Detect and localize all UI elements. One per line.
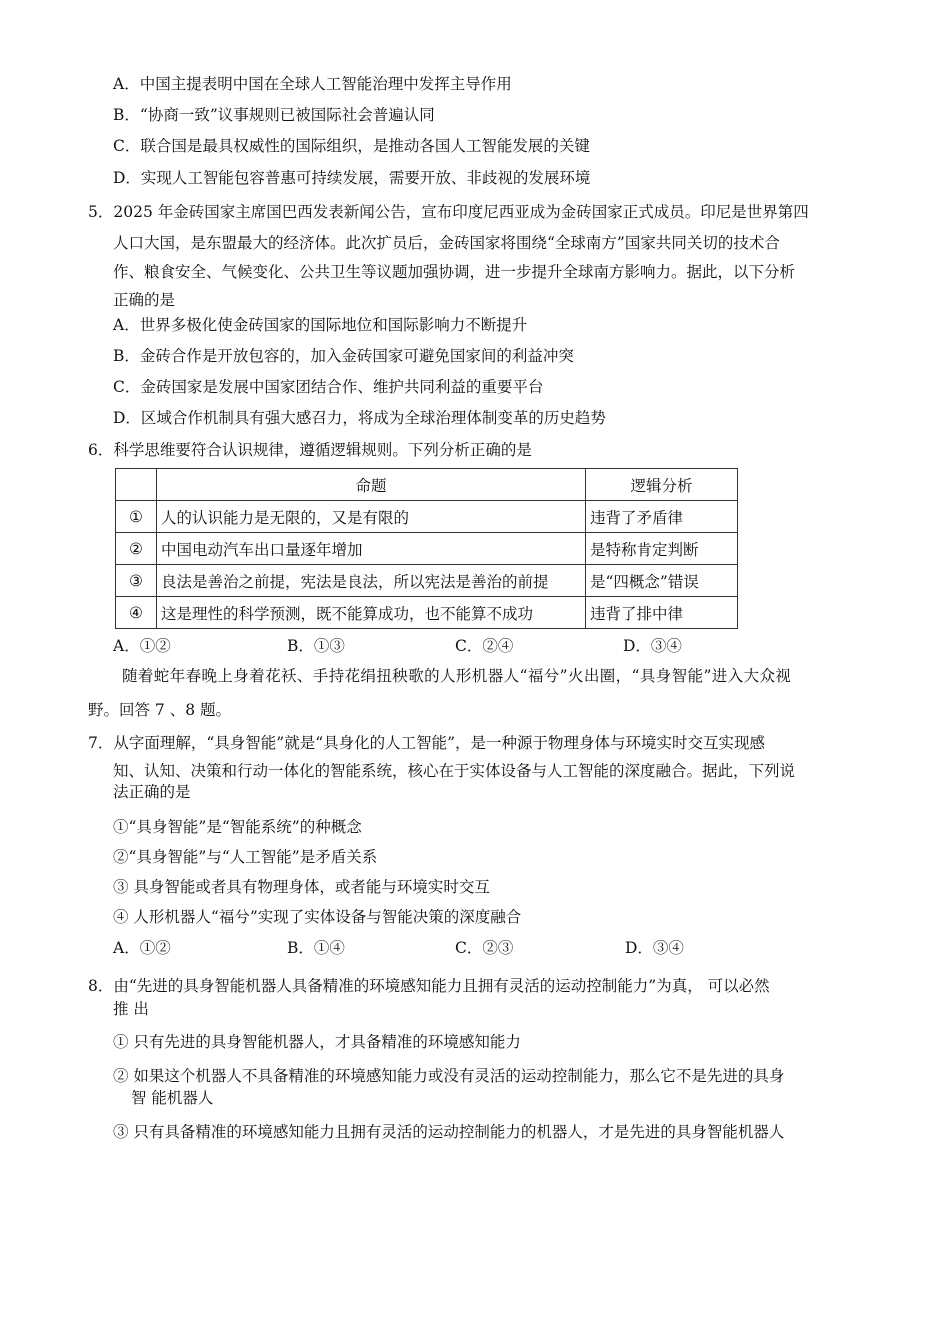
q7-choice-c: C．②③ <box>455 939 514 957</box>
q7-item-3: ③ 具身智能或者具有物理身体，或者能与环境实时交互 <box>113 878 490 896</box>
table-cell-proposition: 良法是善治之前提，宪法是良法，所以宪法是善治的前提 <box>157 565 586 597</box>
q8-item-2-continued: 智 能机器人 <box>131 1089 214 1107</box>
table-header-proposition: 命题 <box>157 469 586 501</box>
table-cell-proposition: 这是理性的科学预测，既不能算成功，也不能算不成功 <box>157 597 586 629</box>
table-header-analysis: 逻辑分析 <box>586 469 738 501</box>
table-header-row <box>116 469 738 501</box>
table-cell-analysis: 违背了排中律 <box>586 597 738 629</box>
q5-option-a: A．世界多极化使金砖国家的国际地位和国际影响力不断提升 <box>113 316 528 334</box>
q6-choice-a: A．①② <box>113 637 171 655</box>
q7-choice-a: A．①② <box>113 939 171 957</box>
q6-choice-d: D．③④ <box>623 637 682 655</box>
q7-stem-line-2: 知、认知、决策和行动一体化的智能系统，核心在于实体设备与人工智能的深度融合。据此，下列说 <box>113 762 796 780</box>
q6-choice-b: B．①③ <box>287 637 345 655</box>
q7-stem-line-1: 7．从字面理解，“具身智能”就是“具身化的人工智能”，是一种源于物理身体与环境实时交互实现感 <box>88 734 766 752</box>
q5-stem-line-2: 人口大国，是东盟最大的经济体。此次扩员后，金砖国家将围绕“全球南方”国家共同关切的技术合 <box>113 234 780 252</box>
table-row <box>116 533 738 565</box>
q8-item-2: ② 如果这个机器人不具备精准的环境感知能力或没有灵活的运动控制能力，那么它不是先进的具身 <box>113 1067 785 1085</box>
q5-stem-line-1: 5．2025 年金砖国家主席国巴西发表新闻公告，宣布印度尼西亚成为金砖国家正式成员。印尼是世界第四 <box>88 203 809 221</box>
q6-stem: 6．科学思维要符合认识规律，遵循逻辑规则。下列分析正确的是 <box>88 441 532 459</box>
table-cell-index: ① <box>116 501 157 533</box>
intro-line-2: 野。回答 7 、8 题。 <box>88 701 232 719</box>
q4-option-c: C．联合国是最具权威性的国际组织，是推动各国人工智能发展的关键 <box>113 137 590 155</box>
table-row <box>116 501 738 533</box>
q5-option-d: D．区域合作机制具有强大感召力，将成为全球治理体制变革的历史趋势 <box>113 409 606 427</box>
q7-choice-b: B．①④ <box>287 939 345 957</box>
table-cell-analysis: 违背了矛盾律 <box>586 501 738 533</box>
table-cell-index: ③ <box>116 565 157 597</box>
table-header-index <box>116 469 157 501</box>
q4-option-a: A．中国主提表明中国在全球人工智能治理中发挥主导作用 <box>113 75 512 93</box>
q6-proposition-table <box>115 468 738 629</box>
table-cell-analysis: 是特称肯定判断 <box>586 533 738 565</box>
table-cell-proposition: 人的认识能力是无限的，又是有限的 <box>157 501 586 533</box>
table-row <box>116 565 738 597</box>
q7-stem-line-3: 法正确的是 <box>113 783 191 801</box>
q5-stem-line-4: 正确的是 <box>113 291 176 309</box>
q8-item-3: ③ 只有具备精准的环境感知能力且拥有灵活的运动控制能力的机器人，才是先进的具身智能机器人 <box>113 1123 785 1141</box>
q7-item-1: ①“具身智能”是“智能系统”的种概念 <box>113 818 362 836</box>
q6-choice-c: C．②④ <box>455 637 514 655</box>
table-cell-index: ② <box>116 533 157 565</box>
table-row <box>116 597 738 629</box>
table-cell-proposition: 中国电动汽车出口量逐年增加 <box>157 533 586 565</box>
q7-item-4: ④ 人形机器人“福兮”实现了实体设备与智能决策的深度融合 <box>113 908 522 926</box>
q8-stem-line-2: 推 出 <box>113 1000 149 1018</box>
q5-stem-line-3: 作、粮食安全、气候变化、公共卫生等议题加强协调，进一步提升全球南方影响力。据此，以下分析 <box>113 263 796 281</box>
q7-item-2: ②“具身智能”与“人工智能”是矛盾关系 <box>113 848 378 866</box>
q5-option-b: B．金砖合作是开放包容的，加入金砖国家可避免国家间的利益冲突 <box>113 347 574 365</box>
q4-option-d: D．实现人工智能包容普惠可持续发展，需要开放、非歧视的发展环境 <box>113 169 591 187</box>
intro-line-1: 随着蛇年春晚上身着花袄、手持花绢扭秧歌的人形机器人“福兮”火出圈，“具身智能”进入大众视 <box>122 667 792 685</box>
q8-stem-line-1: 8．由“先进的具身智能机器人具备精准的环境感知能力且拥有灵活的运动控制能力”为真， 可以必然 <box>88 977 770 995</box>
table-cell-index: ④ <box>116 597 157 629</box>
q8-item-1: ① 只有先进的具身智能机器人，才具备精准的环境感知能力 <box>113 1033 521 1051</box>
q4-option-b: B．“协商一致”议事规则已被国际社会普遍认同 <box>113 106 435 124</box>
table-cell-analysis: 是“四概念”错误 <box>586 565 738 597</box>
q5-option-c: C．金砖国家是发展中国家团结合作、维护共同利益的重要平台 <box>113 378 544 396</box>
q7-choice-d: D．③④ <box>625 939 684 957</box>
